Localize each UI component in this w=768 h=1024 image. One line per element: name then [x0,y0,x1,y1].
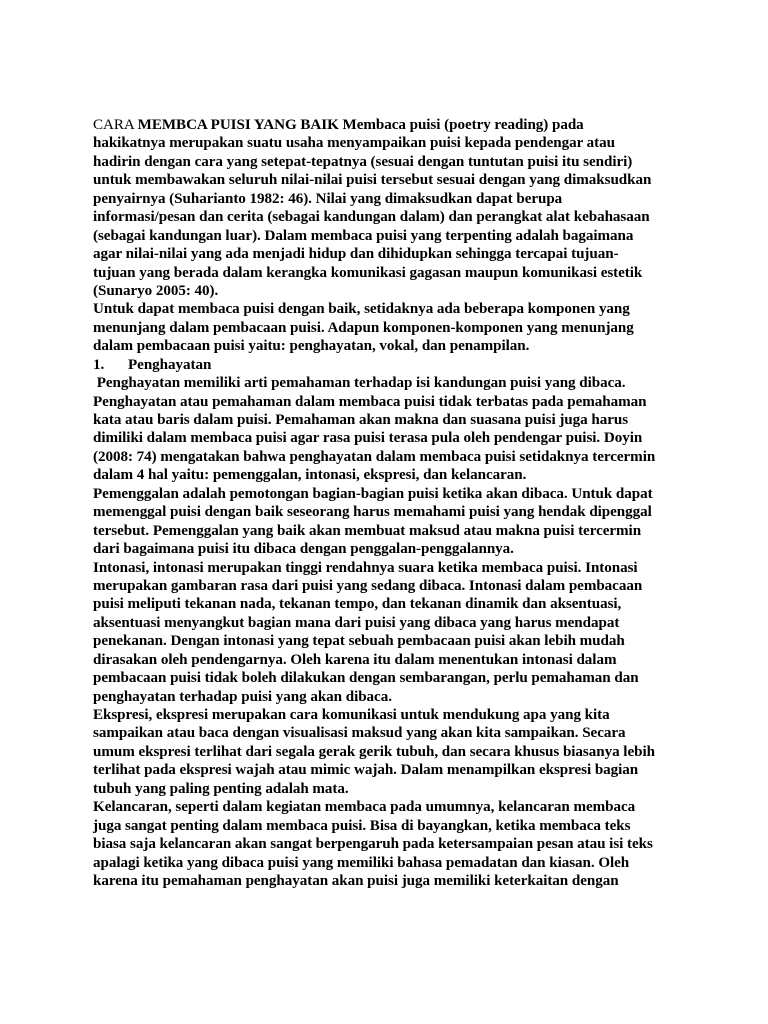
text-line: informasi/pesan dan cerita (sebagai kandungan dalam) dan perangkat alat kebahasaan [93,209,650,226]
text-line: umum ekspresi terlihat dari segala gerak gerik tubuh, dan secara khusus biasanya lebih [93,743,655,760]
text-line: Intonasi, intonasi merupakan tinggi rendahnya suara ketika membaca puisi. Intonasi [93,559,638,576]
text-line: penekanan. Dengan intonasi yang tepat sebuah pembacaan puisi akan lebih mudah [93,633,625,650]
text-line: dalam pembacaan puisi yaitu: penghayatan, vokal, dan penampilan. [93,338,530,355]
document-body [93,116,693,890]
text-line: Penghayatan atau pemahaman dalam membaca puisi tidak terbatas pada pemahaman [93,393,647,410]
text-line: biasa saja kelancaran akan sangat berpengaruh pada ketersampaian pesan atau isi teks [93,836,653,853]
title-rest: Membaca puisi (poetry reading) pada [338,117,584,133]
text-line: hakikatnya merupakan suatu usaha menyampaikan puisi kepada pendengar atau [93,135,616,152]
text-line: sampaikan atau baca dengan visualisasi maksud yang akan kita sampaikan. Secara [93,725,626,742]
text-line: apalagi ketika yang dibaca puisi yang memiliki bahasa pemadatan dan kiasan. Oleh [93,854,630,871]
text-line: juga sangat penting dalam membaca puisi. Bisa di bayangkan, ketika membaca teks [93,817,631,834]
text-line: penyairnya (Suharianto 1982: 46). Nilai yang dimaksudkan dapat berupa [93,190,563,207]
text-line: tujuan yang berada dalam kerangka komunikasi gagasan maupun komunikasi estetik [93,264,643,281]
text-line: tubuh yang paling penting adalah mata. [93,780,349,797]
text-line: memenggal puisi dengan baik seseorang harus memahami puisi yang hendak dipenggal [93,504,652,521]
text-line: Untuk dapat membaca puisi dengan baik, setidaknya ada beberapa komponen yang [93,301,630,318]
text-line: hadirin dengan cara yang setepat-tepatnya (sesuai dengan tuntutan puisi itu sendiri) [93,153,633,170]
text-line: (2008: 74) mengatakan bahwa penghayatan dalam membaca puisi setidaknya tercermin [93,448,656,465]
text-line: agar nilai-nilai yang ada menjadi hidup dan dihidupkan sehingga tercapai tujuan- [93,246,619,263]
text-line: dirasakan oleh pendengarnya. Oleh karena itu dalam menentukan intonasi dalam [93,651,617,668]
text-line: dalam 4 hal yaitu: pemenggalan, intonasi, ekspresi, dan kelancaran. [93,467,527,484]
title-line [93,116,693,134]
text-line: (Sunaryo 2005: 40). [93,282,219,299]
text-line: puisi meliputi tekanan nada, tekanan tempo, dan tekanan dinamik dan aksentuasi, [93,596,622,613]
text-line: Kelancaran, seperti dalam kegiatan membaca pada umumnya, kelancaran membaca [93,799,636,816]
section-number: 1. [93,356,105,373]
text-line: Penghayatan memiliki arti pemahaman terhadap isi kandungan puisi yang dibaca. [93,375,626,392]
section-title: Penghayatan [128,356,212,373]
text-line: kata atau baris dalam puisi. Pemahaman akan makna dan suasana puisi juga harus [93,412,629,428]
text-line: Ekspresi, ekspresi merupakan cara komunikasi untuk mendukung apa yang kita [93,707,610,723]
text-line: untuk membawakan seluruh nilai-nilai puisi tersebut sesuai dengan yang dimaksudkan [93,172,652,189]
text-line: dari bagaimana puisi itu dibaca dengan penggalan-penggalannya. [93,541,514,558]
text-line: dimiliki dalam membaca puisi agar rasa puisi terasa pula oleh pendengar puisi. Doyin [93,430,643,447]
text-line: tersebut. Pemenggalan yang baik akan membuat maksud atau makna puisi tercermin [93,522,642,539]
text-line: penghayatan terhadap puisi yang akan dibaca. [93,688,392,705]
text-line: Pemenggalan adalah pemotongan bagian-bagian puisi ketika akan dibaca. Untuk dapat [93,485,653,502]
section-heading [93,356,693,374]
text-line: merupakan gambaran rasa dari puisi yang sedang dibaca. Intonasi dalam pembacaan [93,577,643,594]
text-line: terlihat pada ekspresi wajah atau mimic wajah. Dalam menampilkan ekspresi bagian [93,762,639,779]
text-line: karena itu pemahaman penghayatan akan puisi juga memiliki keterkaitan dengan [93,872,619,889]
text-line: (sebagai kandungan luar). Dalam membaca puisi yang terpenting adalah bagaimana [93,227,634,244]
text-line: aksentuasi menyangkut bagian mana dari puisi yang dibaca yang harus mendapat [93,614,620,631]
text-line: menunjang dalam pembacaan puisi. Adapun komponen-komponen yang menunjang [93,319,634,336]
text-line: pembacaan puisi tidak boleh dilakukan dengan sembarangan, perlu pemahaman dan [93,670,639,687]
document-title: MEMBCA PUISI YANG BAIK [137,117,339,133]
title-prefix: CARA [93,117,138,133]
